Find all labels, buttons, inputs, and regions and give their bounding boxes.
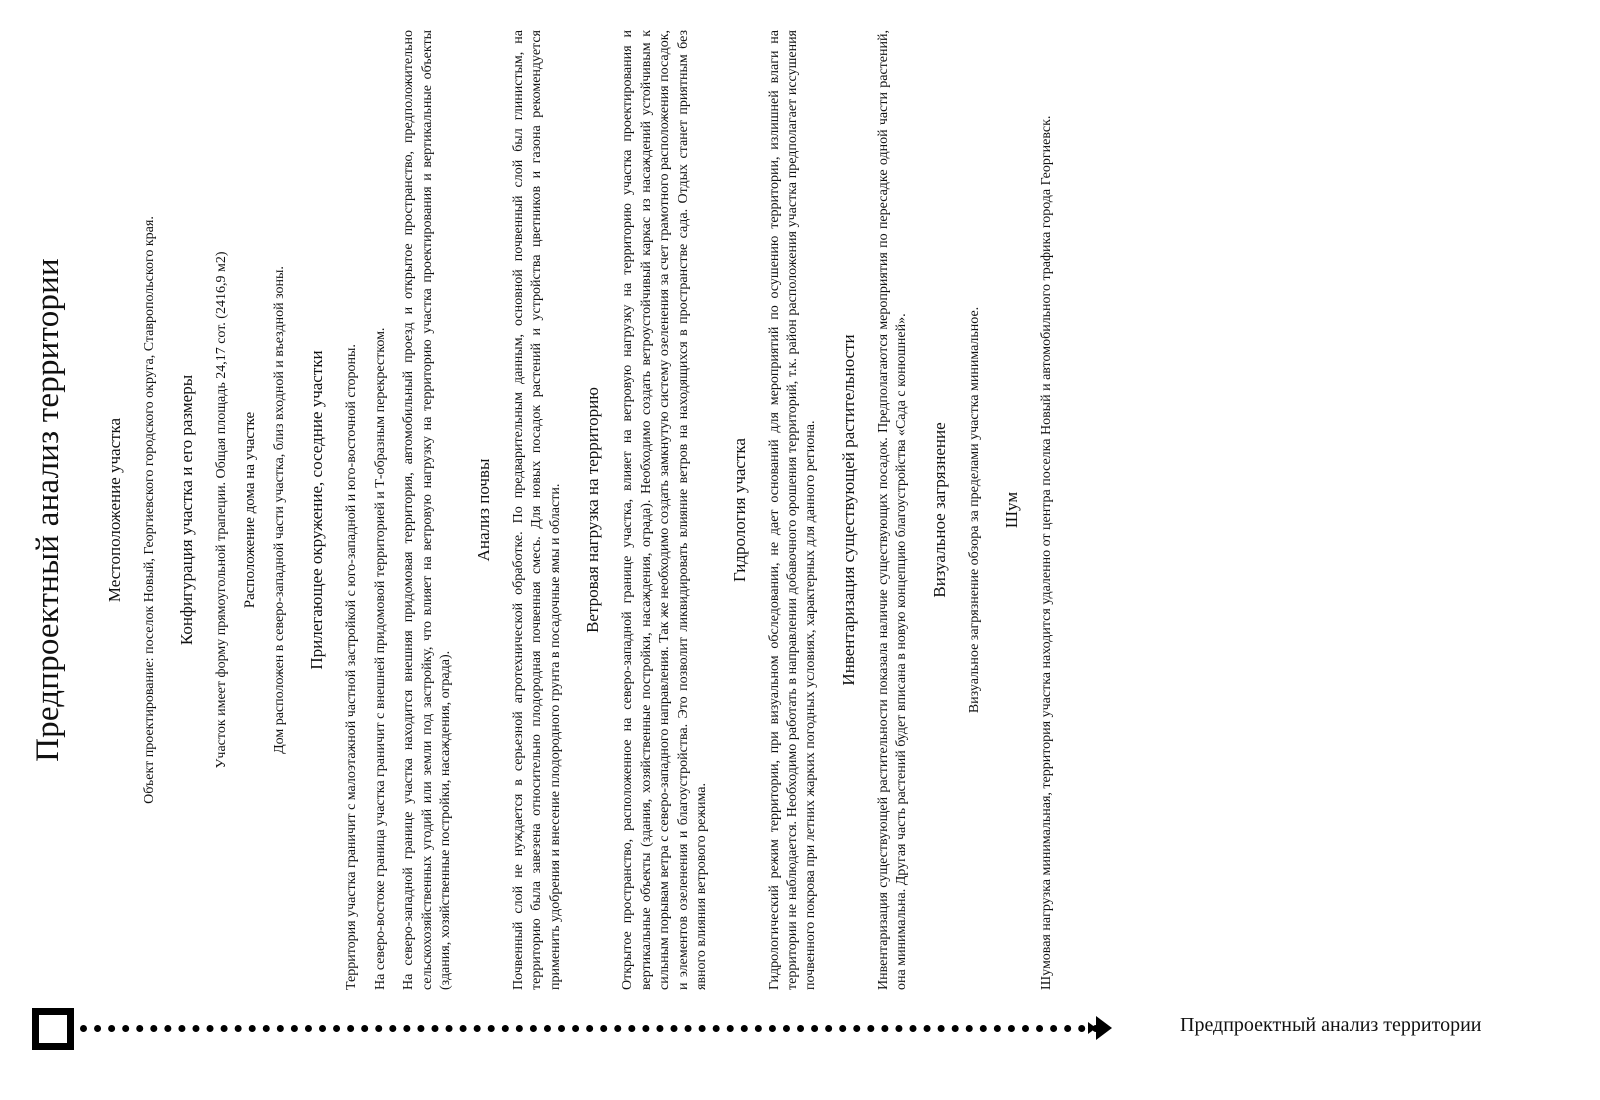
section-hydrology — [730, 30, 821, 990]
visual-text: Визуальное загрязнение обзора за пределами участка минимальное. — [966, 306, 982, 714]
hydrology-text: Гидрологический режим территории, при визуальном обследовании, не дает оснований для мероприятий по осушению территории, излишней влаги на территории не наблюдается. Необходимо работать в направлении добавочного орошения территорий, т.к. район расположения участка предполагает иссушения почвенного покрова при летних жарких погодных условиях, характерных для данного региона. — [766, 30, 819, 990]
section-heading-soil: Анализ почвы — [473, 458, 493, 562]
section-heading-hydrology: Гидрология участка — [729, 438, 749, 582]
section-heading-noise: Шум — [1002, 491, 1022, 529]
section-heading-visual: Визуальное загрязнение — [929, 422, 949, 598]
section-wind — [583, 30, 711, 990]
section-heading-wind: Ветровая нагрузка на территорию — [583, 387, 603, 633]
dotted-line — [80, 1025, 1100, 1032]
footer-bar — [30, 1004, 1570, 1050]
configuration-text: Участок имеет форму прямоугольной трапеции. Общая площадь 24,17 сот. (2416,9 м2) — [214, 251, 230, 769]
subheading-house-location: Расположение дома на участке — [241, 411, 258, 609]
section-configuration — [177, 30, 289, 990]
inventory-text: Инвентаризация существующей растительности показала наличие существующих посадок. Предполагаются мероприятия по пересадке одной части растений, она минимальна. Другая часть растений будет вписана в новую концепцию благоустройства «Сада с конюшней». — [875, 30, 910, 990]
wind-text: Открытое пространство, расположенное на северо-западной границе участка, влияет на ветровую нагрузку на территорию участка проектирования и вертикальные объекты (здания, хозяйственные постройки, насаждения, ограда). Необходимо создать ветроустойчивый каркас из насаждений устойчивым к сильным порывам ветра с северо-западного направления. Так же необходимо создать замкнутую систему озеленения за счет грамотного расположения посадок, и элементов озеленения и благоустройства. Это позволит ликвидировать влияние ветров на находящихся в пространстве сада. Отдых станет приятным без явного влияния ветрового режима. — [620, 30, 710, 990]
surroundings-text-1: Территория участка граничит с малоэтажной частной застройкой с юго-западной и юго-восточной стороны. — [344, 344, 360, 990]
soil-text: Почвенный слой не нуждается в серьезной агротехнической обработке. По предварительным данным, основной почвенный слой был глинистым, на территорию была завезена относительно плодородная почвенная смесь. Для новых посадок растений и устройства цветников и газона рекомендуется применить удобрения и внесение плодородного грунта в посадочные ямы и области. — [510, 30, 563, 990]
section-inventory — [839, 30, 912, 990]
page-title: Предпроектный анализ территории — [30, 258, 66, 762]
house-location-text: Дом расположен в северо-западной части участка, близ входной и въездной зоны. — [271, 266, 287, 754]
noise-text: Шумовая нагрузка минимальная, территория участка находится удаленно от центра поселка Новый и автомобильного трафика города Георгиевск. — [1039, 115, 1055, 990]
surroundings-text-3: На северо-западной границе участка находится внешняя придомовая территория, автомобильный проезд и открытое пространство, предположительно сельскохозяйственных угодий или земли под застройку, что влияет на ветровую нагрузку на территорию участка проектирования и вертикальные объекты (здания, хозяйственные постройки, насаждения, ограда). — [401, 30, 454, 990]
section-surroundings — [307, 30, 455, 990]
section-heading-surroundings: Прилегающее окружение, соседние участки — [307, 350, 327, 670]
section-heading-configuration: Конфигурация участка и его размеры — [177, 374, 197, 646]
section-location — [105, 30, 159, 990]
section-noise — [1002, 30, 1056, 990]
section-soil — [474, 30, 565, 990]
section-heading-location: Местоположение участка — [105, 417, 124, 603]
arrow-right-icon — [1096, 1016, 1112, 1040]
section-visual — [930, 30, 984, 990]
section-heading-inventory: Инвентаризация существующей растительности — [838, 334, 858, 686]
square-icon — [32, 1008, 74, 1050]
footer-caption: Предпроектный анализ территории — [1180, 1014, 1482, 1036]
location-text: Объект проектирование: поселок Новый, Георгиевского городского округа, Ставропольского края. — [142, 216, 157, 804]
surroundings-text-2: На северо-востоке граница участка граничит с внешней придомовой территорией и Т-образным перекрестком. — [372, 327, 388, 990]
document-page — [0, 10, 1530, 1010]
